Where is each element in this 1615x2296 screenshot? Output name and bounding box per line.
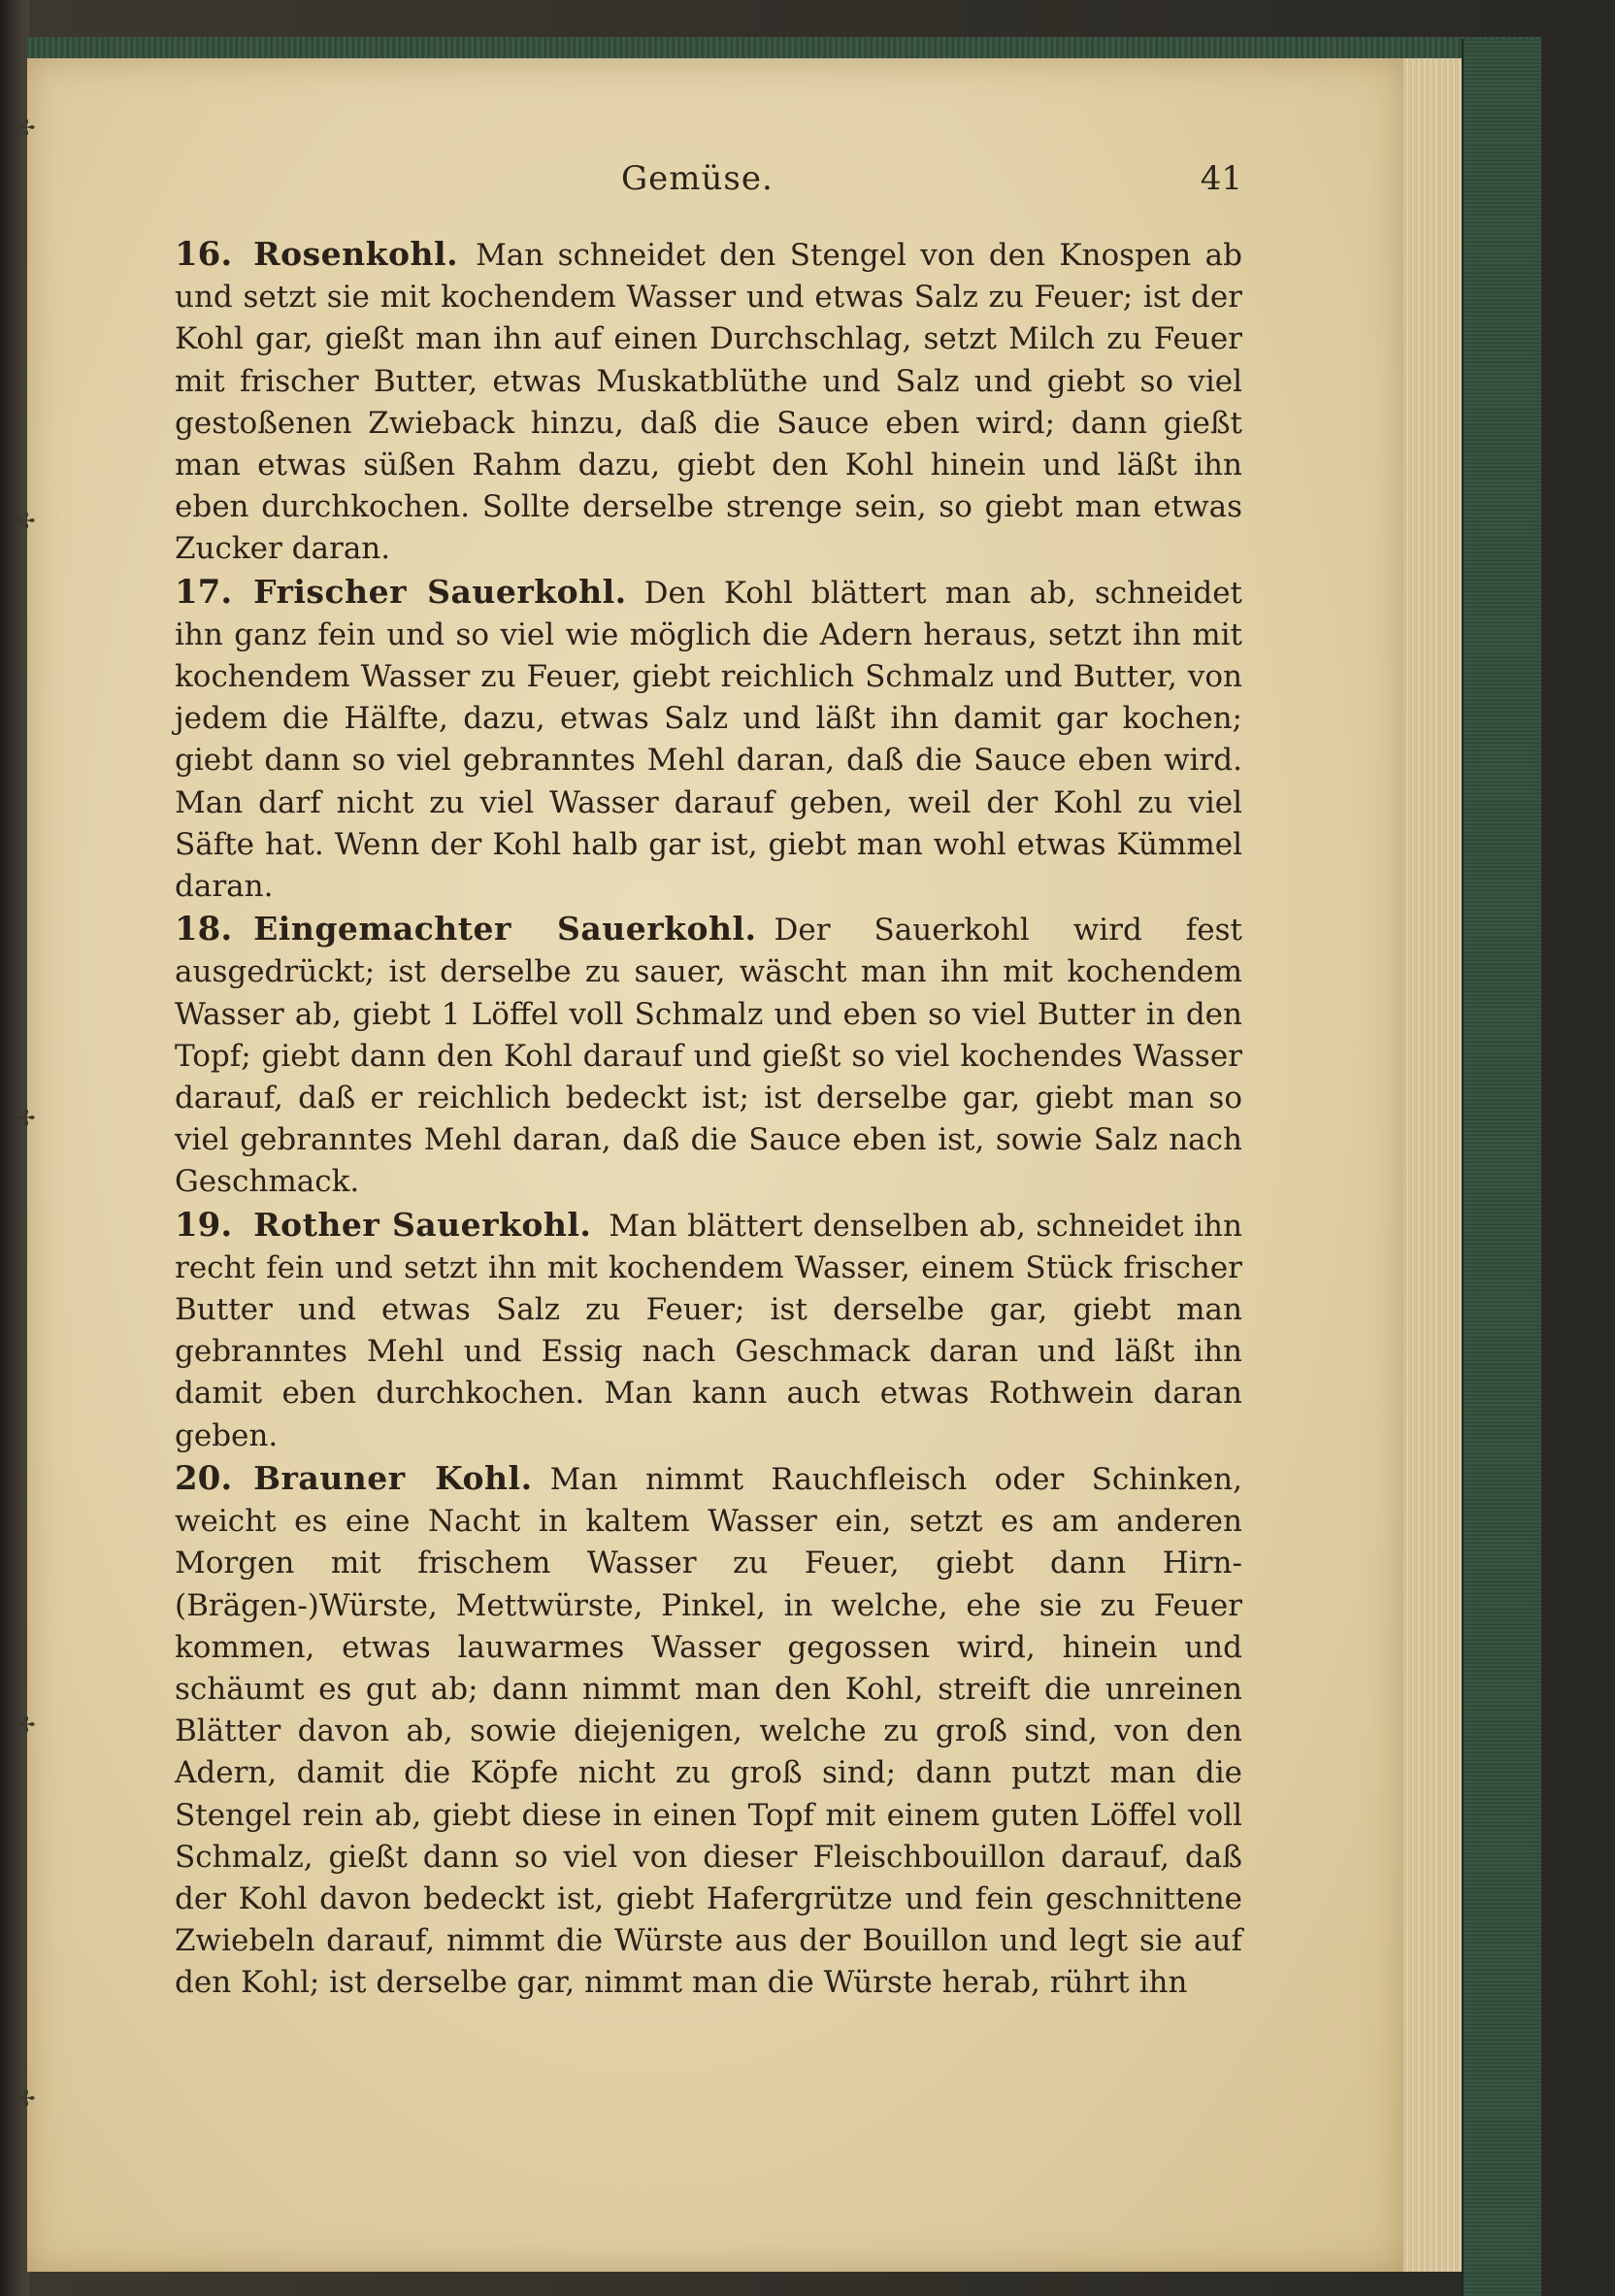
page-number: 41 [1200, 159, 1242, 198]
recipe-number: 17. [175, 572, 233, 612]
recipe-title: Rosenkohl. [253, 235, 459, 273]
running-title: Gemüse. [621, 159, 774, 198]
recipe-number: 20. [175, 1458, 233, 1498]
recipe-number: 18. [175, 910, 233, 949]
page-header [175, 159, 1242, 208]
recipe-title: Rother Sauerkohl. [253, 1205, 592, 1244]
recipe-title: Frischer Sauerkohl. [253, 572, 627, 611]
thread-mark-icon: ✢ [17, 2087, 36, 2112]
recipe-18 [175, 908, 1242, 1203]
book-cover-top-edge [27, 37, 1541, 60]
recipe-17 [175, 571, 1242, 909]
recipe-19 [175, 1204, 1242, 1457]
thread-mark-icon: ✢ [17, 1714, 36, 1738]
body-text [175, 233, 1242, 2005]
page-stack-edge [1403, 58, 1462, 2272]
recipe-text: Man schneidet den Stengel von den Knospen ab und setzt sie mit kochendem Wasser und etwas Salz zu Feuer; ist der Kohl gar, gießt man ihn auf einen Durchschlag, setzt Milch zu Feuer mit frischer Butter, etwas Muskatblüthe und Salz und giebt so viel gestoßenen Zwieback hinzu, daß die Sauce eben wird; dann gießt man etwas süßen Rahm dazu, giebt den Kohl hinein und läßt ihn eben durchkochen. Sollte derselbe strenge sein, so giebt man etwas Zucker daran. [175, 238, 1242, 567]
book-binding [0, 0, 29, 2296]
recipe-text: Der Sauerkohl wird fest ausgedrückt; ist derselbe zu sauer, wäscht man ihn mit kochendem Wasser ab, giebt 1 Löffel voll Schmalz und eben so viel Butter in den Topf; giebt dann den Kohl darauf und gießt so viel kochendes Wasser darauf, daß er reichlich bedeckt ist; ist derselbe gar, giebt man so viel gebranntes Mehl daran, daß die Sauce eben ist, sowie Salz nach Geschmack. [175, 913, 1242, 1200]
recipe-16 [175, 233, 1242, 571]
recipe-number: 16. [175, 235, 233, 274]
thread-mark-icon: ✢ [17, 510, 36, 534]
recipe-text: Den Kohl blättert man ab, schneidet ihn ganz fein und so viel wie möglich die Adern heraus, setzt ihn mit kochendem Wasser zu Feuer, giebt reichlich Schmalz und Butter, von jedem die Hälfte, dazu, etwas Salz und läßt ihn damit gar kochen; giebt dann so viel gebranntes Mehl daran, daß die Sauce eben wird. Man darf nicht zu viel Wasser darauf geben, weil der Kohl zu viel Säfte hat. Wenn der Kohl halb gar ist, giebt man wohl etwas Kümmel daran. [175, 575, 1242, 905]
recipe-text: Man blättert denselben ab, schneidet ihn recht fein und setzt ihn mit kochendem Wasser, einem Stück frischer Butter und etwas Salz zu Feuer; ist derselbe gar, giebt man gebranntes Mehl und Essig nach Geschmack daran und läßt ihn damit eben durchkochen. Man kann auch etwas Rothwein daran geben. [175, 1208, 1242, 1453]
thread-mark-icon: ✢ [17, 116, 36, 141]
recipe-title: Eingemachter Sauerkohl. [253, 910, 757, 948]
recipe-number: 19. [175, 1205, 233, 1245]
thread-mark-icon: ✢ [17, 1107, 36, 1131]
recipe-text: Man nimmt Rauchfleisch oder Schinken, weicht es eine Nacht in kaltem Wasser ein, setzt es am anderen Morgen mit frischem Wasser zu Feuer, giebt dann Hirn-(Brägen-)Würste, Mettwürste, Pinkel, in welche, ehe sie zu Feuer kommen, etwas lauwarmes Wasser gegossen wird, hinein und schäumt es gut ab; dann nimmt man den Kohl, streift die unreinen Blätter davon ab, sowie diejenigen, welche zu groß sind, von den Adern, damit die Köpfe nicht zu groß sind; dann putzt man die Stengel rein ab, giebt diese in einen Topf mit einem guten Löffel voll Schmalz, gießt dann so viel von dieser Fleischbouillon darauf, daß der Kohl davon bedeckt ist, giebt Hafergrütze und fein geschnittene Zwiebeln darauf, nimmt die Würste aus der Bouillon und legt sie auf den Kohl; ist derselbe gar, nimmt man die Würste herab, rührt ihn [175, 1461, 1242, 2001]
book-cover-right-edge [1462, 39, 1541, 2296]
recipe-title: Brauner Kohl. [253, 1458, 533, 1497]
recipe-20 [175, 1457, 1242, 2005]
